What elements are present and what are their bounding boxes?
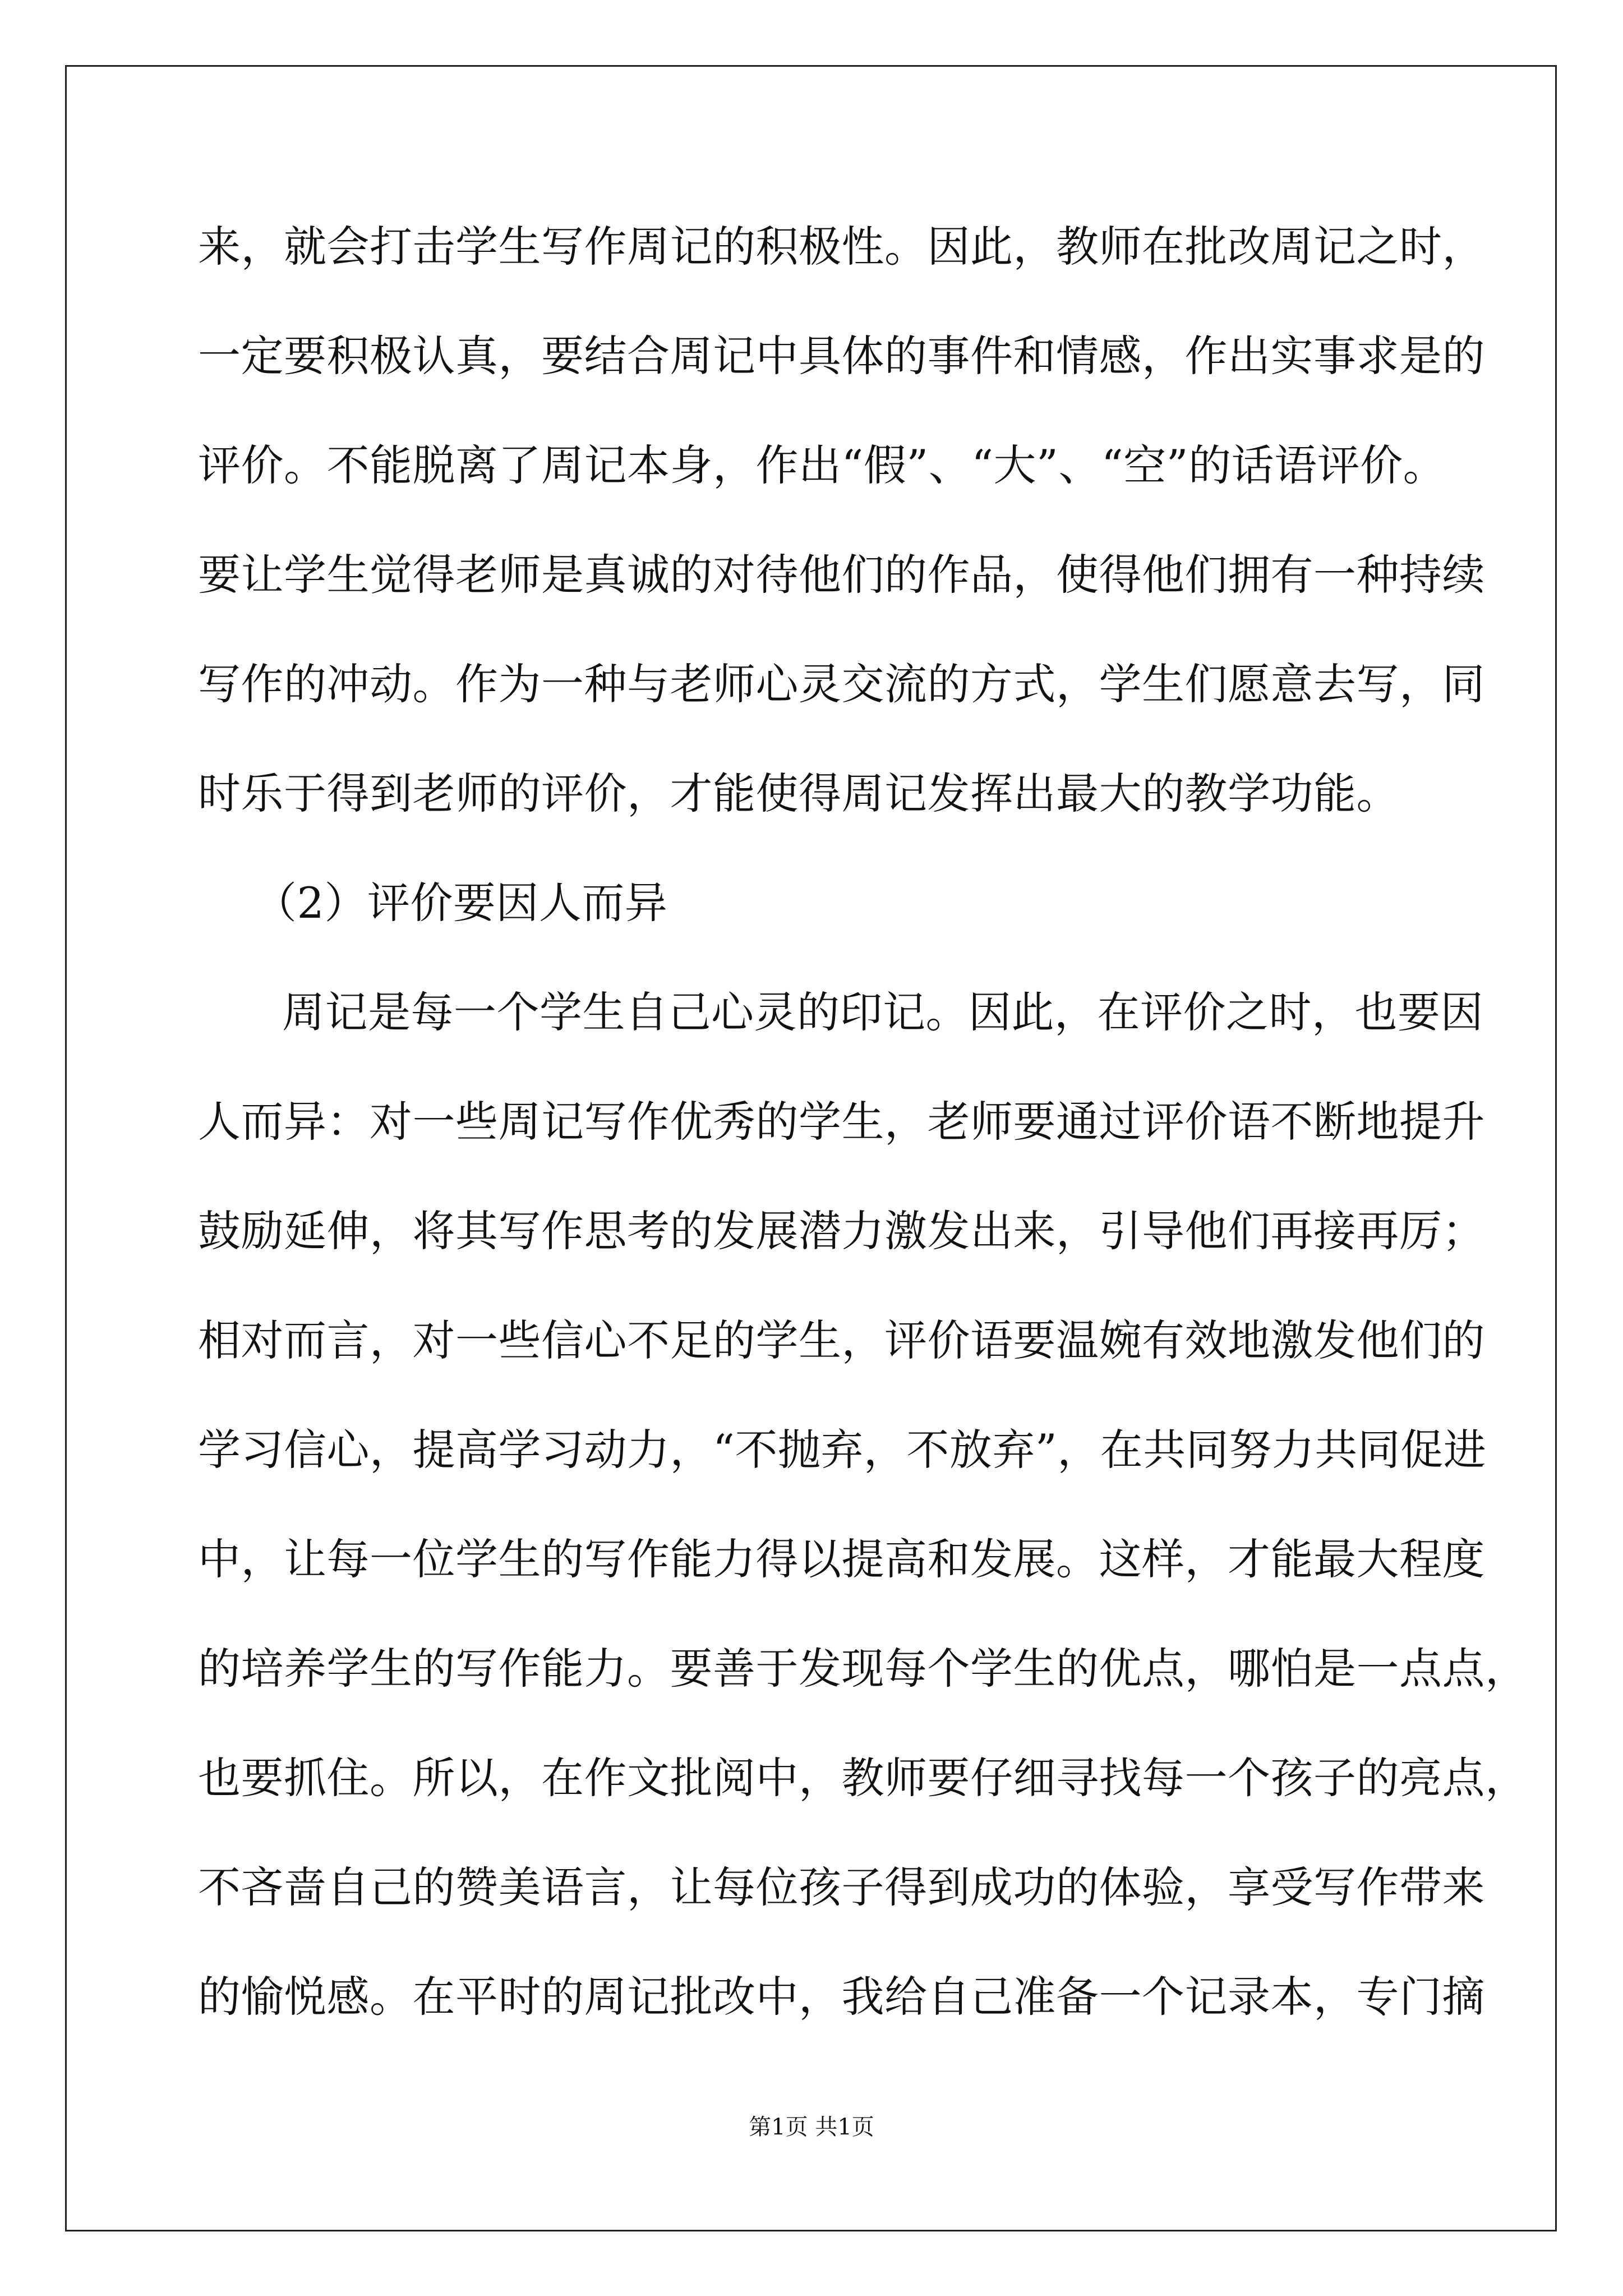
text-line: 中，让每一位学生的写作能力得以提高和发展。这样，才能最大程度 xyxy=(198,1534,1485,1584)
paragraph-first-line: 周记是每一个学生自己心灵的印记。因此，在评价之时，也要因 xyxy=(282,987,1483,1037)
text-line: 的培养学生的写作能力。要善于发现每个学生的优点，哪怕是一点点， xyxy=(198,1644,1528,1694)
text-line: 不吝啬自己的赞美语言，让每位孩子得到成功的体验，享受写作带来 xyxy=(198,1862,1485,1912)
text-line: 来，就会打击学生写作周记的积极性。因此，教师在批改周记之时， xyxy=(198,222,1485,272)
text-line: 评价。不能脱离了周记本身，作出“假”、“大”、“空”的话语评价。 xyxy=(198,440,1446,490)
text-line: 鼓励延伸，将其写作思考的发展潜力激发出来，引导他们再接再厉； xyxy=(198,1206,1485,1256)
text-line: 写作的冲动。作为一种与老师心灵交流的方式，学生们愿意去写，同 xyxy=(198,659,1485,709)
text-line: 要让学生觉得老师是真诚的对待他们的作品，使得他们拥有一种持续 xyxy=(198,550,1485,600)
text-line: 也要抓住。所以，在作文批阅中，教师要仔细寻找每一个孩子的亮点， xyxy=(198,1753,1528,1803)
text-line: 一定要积极认真，要结合周记中具体的事件和情感，作出实事求是的 xyxy=(198,331,1485,381)
section-heading: （2）评价要因人而异 xyxy=(254,878,668,928)
text-line: 时乐于得到老师的评价，才能使得周记发挥出最大的教学功能。 xyxy=(198,769,1399,818)
text-line: 学习信心，提高学习动力，“不抛弃，不放弃”，在共同努力共同促进 xyxy=(198,1425,1487,1475)
text-line: 的愉悦感。在平时的周记批改中，我给自己准备一个记录本，专门摘 xyxy=(198,1972,1485,2022)
page-number-footer: 第1页 共1页 xyxy=(749,2114,874,2140)
text-line: 相对而言，对一些信心不足的学生，评价语要温婉有效地激发他们的 xyxy=(198,1315,1485,1365)
text-line: 人而异：对一些周记写作优秀的学生，老师要通过评价语不断地提升 xyxy=(198,1097,1485,1147)
